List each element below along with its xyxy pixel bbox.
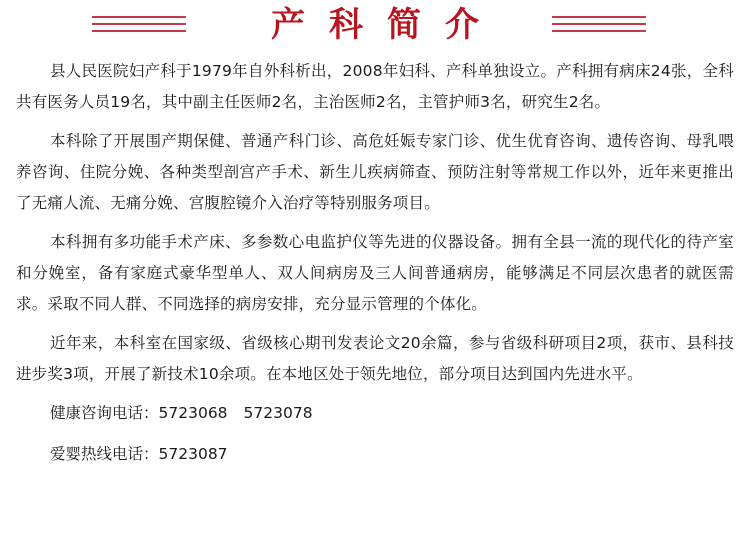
baby-hotline-label: 爱婴热线电话： [50, 445, 159, 463]
decoration-line [552, 23, 646, 25]
decoration-line [92, 23, 186, 25]
decoration-line [552, 16, 646, 18]
intro-paragraph-history: 县人民医院妇产科于1979年自外科析出，2008年妇科、产科单独设立。产科拥有病床24张，全科共有医务人员19名，其中副主任医师2名，主治医师2名，主管护师3名，研究生2名。 [16, 62, 734, 111]
baby-hotline-phone: 5723087 [158, 445, 228, 463]
health-consult-phone-1: 5723068 [158, 404, 228, 422]
intro-paragraph-achievements: 近年来，本科室在国家级、省级核心期刊发表论文20余篇，参与省级科研项目2项，获市、县科技进步奖3项，开展了新技术10余项。在本地区处于领先地位，部分项目达到国内先进水平。 [16, 334, 734, 383]
health-consult-label: 健康咨询电话： [50, 404, 159, 422]
decoration-line [92, 16, 186, 18]
intro-paragraph-facilities: 本科拥有多功能手术产床、多参数心电监护仪等先进的仪器设备。拥有全县一流的现代化的待产室和分娩室，备有家庭式豪华型单人、双人间病房及三人间普通病房，能够满足不同层次患者的就医需求。采取不同人群、不同选择的病房安排，充分显示管理的个体化。 [16, 233, 734, 313]
title-decoration-left [92, 12, 186, 38]
title-decoration-right [552, 12, 646, 38]
decoration-line [552, 30, 646, 32]
decoration-line [92, 30, 186, 32]
baby-hotline-line [16, 439, 734, 470]
intro-content [16, 56, 734, 470]
health-consult-phone-2: 5723078 [243, 404, 313, 422]
title-bar [0, 0, 750, 50]
health-consult-line [16, 398, 734, 429]
intro-paragraph-services: 本科除了开展围产期保健、普通产科门诊、高危妊娠专家门诊、优生优育咨询、遗传咨询、母乳喂养咨询、住院分娩、各种类型剖宫产手术、新生儿疾病筛查、预防注射等常规工作以外，近年来更推出了无痛人流、无痛分娩、宫腹腔镜介入治疗等特别服务项目。 [16, 132, 734, 212]
page-title: 产科简介 [271, 5, 503, 45]
